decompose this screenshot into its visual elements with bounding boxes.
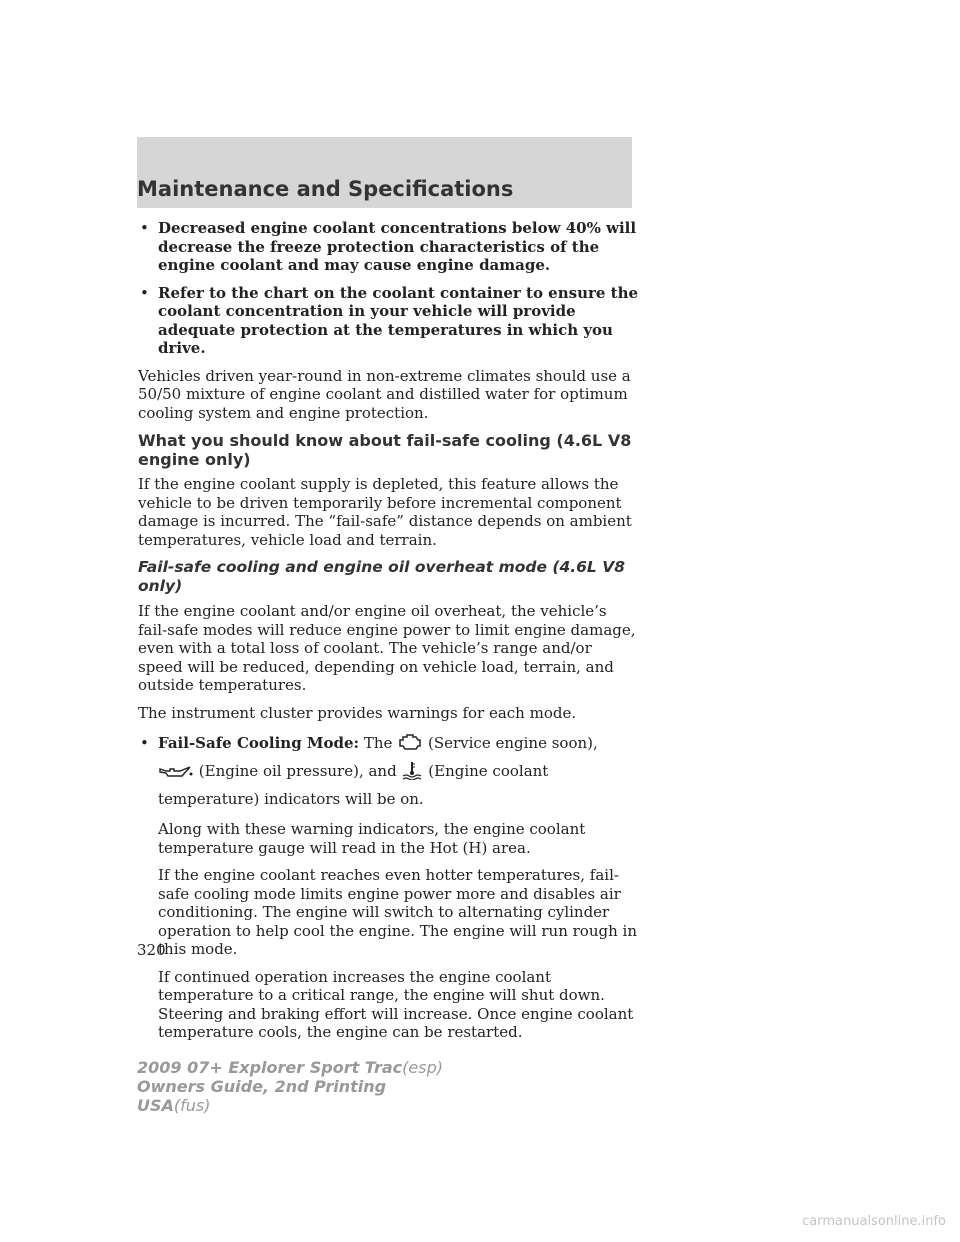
indented-block: [138, 820, 638, 1042]
mode-text-service: (Service engine soon),: [427, 734, 598, 752]
mode-text-oil: (Engine oil pressure), and: [198, 762, 397, 780]
page-title: Maintenance and Specifications: [137, 177, 514, 201]
bullet-text: Decreased engine coolant concentrations below 40% will decrease the freeze protection characteristics of the engine coolant and may cause engine damage.: [158, 219, 637, 274]
paragraph-overheat: If the engine coolant and/or engine oil overheat, the vehicle’s fail-safe modes will reduce engine power to limit engine damage, even with a total loss of coolant. The vehicle’s range and/or speed will be reduced, depending on vehicle load, terrain, and outside temperatures.: [138, 602, 636, 694]
coolant-temp-icon: [401, 760, 423, 787]
mode-label: Fail-Safe Cooling Mode:: [158, 734, 360, 752]
bullet-dot: •: [140, 283, 149, 302]
list-item: [138, 219, 638, 275]
footer-model-code: (esp): [402, 1058, 443, 1077]
bullet-text: Refer to the chart on the coolant container to ensure the coolant concentration in your vehicle will provide adequate protection at the temperatures in which you drive.: [158, 283, 639, 357]
page-number: 320: [137, 941, 166, 959]
paragraph-shutdown: If continued operation increases the engine coolant temperature to a critical range, the engine will shut down. Steering and braking effort will increase. Once engine coolant temperature cools, the engine can be restarted.: [158, 967, 634, 1041]
paragraph-mixture: Vehicles driven year-round in non-extreme climates should use a 50/50 mixture of engine coolant and distilled water for optimum cooling system and engine protection.: [138, 366, 631, 422]
mode-text-the: The: [363, 734, 393, 752]
watermark[interactable]: carmanualsonline.info: [802, 1214, 946, 1229]
mode-text-coolant: (Engine coolant temperature) indicators will be on.: [158, 762, 549, 808]
section-heading: What you should know about fail-safe cooling (4.6L V8 engine only): [138, 431, 632, 469]
oil-can-icon: [158, 763, 194, 787]
mode-bullet: [138, 731, 638, 811]
main-content: [138, 219, 638, 1051]
paragraph-failsafe: If the engine coolant supply is depleted, this feature allows the vehicle to be driven temporarily before incremental component damage is incurred. The “fail-safe” distance depends on ambient temperatures, vehicle load and terrain.: [138, 475, 632, 549]
footer-model: 2009 07+ Explorer Sport Trac: [137, 1058, 403, 1077]
paragraph-hotter: If the engine coolant reaches even hotter temperatures, fail-safe cooling mode limits engine power more and disables air conditioning. The engine will switch to alternating cylinder operation to help cool the engine. The engine will run rough in this mode.: [158, 866, 637, 958]
footer-printing: Owners Guide, 2nd Printing: [137, 1077, 387, 1096]
engine-icon: [397, 732, 423, 759]
bullet-dot: •: [140, 734, 149, 752]
footer: [137, 1058, 443, 1115]
footer-market: USA: [137, 1096, 174, 1115]
paragraph-gauge: Along with these warning indicators, the engine coolant temperature gauge will read in the Hot (H) area.: [158, 820, 586, 857]
bullet-dot: •: [140, 219, 149, 237]
paragraph-cluster: The instrument cluster provides warnings for each mode.: [138, 703, 577, 722]
list-item: [138, 284, 638, 358]
footer-market-code: (fus): [173, 1096, 211, 1115]
subsection-heading: Fail-safe cooling and engine oil overheat mode (4.6L V8 only): [138, 558, 625, 595]
